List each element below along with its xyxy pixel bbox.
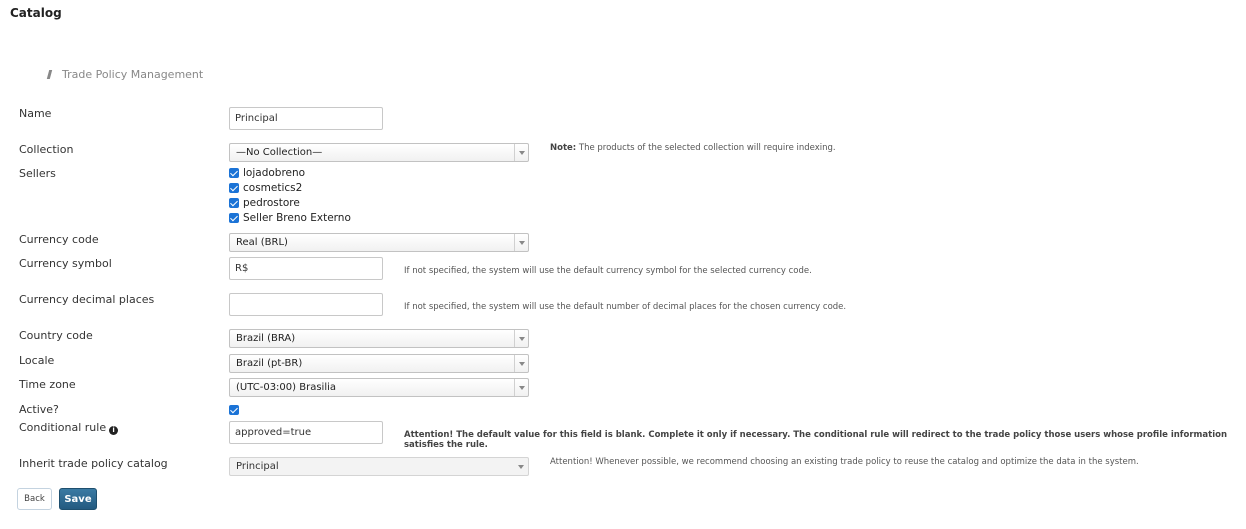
name-input[interactable] xyxy=(229,107,383,130)
info-icon[interactable]: i xyxy=(109,426,118,435)
inherit-catalog-select[interactable] xyxy=(229,457,529,476)
seller-item[interactable] xyxy=(229,182,302,194)
collection-note xyxy=(550,143,836,153)
active-label: Active? xyxy=(19,403,59,416)
chevron-down-icon xyxy=(514,234,528,251)
seller-checkbox[interactable] xyxy=(229,198,239,208)
chevron-down-icon xyxy=(514,458,528,475)
seller-checkbox[interactable] xyxy=(229,183,239,193)
seller-item[interactable] xyxy=(229,167,305,179)
currency-decimal-input[interactable] xyxy=(229,293,383,316)
currency-code-select[interactable] xyxy=(229,233,529,252)
seller-item[interactable] xyxy=(229,197,300,209)
collection-select[interactable] xyxy=(229,143,529,162)
country-code-label: Country code xyxy=(19,329,93,342)
time-zone-selected: (UTC-03:00) Brasilia xyxy=(236,382,337,393)
seller-checkbox[interactable] xyxy=(229,213,239,223)
chevron-down-icon xyxy=(514,330,528,347)
currency-symbol-hint: If not specified, the system will use the default currency symbol for the selected currency code. xyxy=(404,266,812,276)
seller-label: pedrostore xyxy=(243,197,300,209)
conditional-rule-label: Conditional rule xyxy=(19,421,107,434)
conditional-rule-label-wrap xyxy=(19,421,118,435)
collection-note-text: The products of the selected collection will require indexing. xyxy=(576,143,836,153)
currency-decimal-label: Currency decimal places xyxy=(19,293,155,306)
chevron-down-icon xyxy=(514,355,528,372)
collection-note-bold: Note: xyxy=(550,143,577,153)
currency-symbol-label: Currency symbol xyxy=(19,257,112,270)
breadcrumb xyxy=(48,68,203,81)
back-button[interactable]: Back xyxy=(17,488,52,510)
save-button[interactable]: Save xyxy=(59,488,97,510)
breadcrumb-separator xyxy=(47,70,52,79)
seller-label: lojadobreno xyxy=(243,167,306,179)
time-zone-label: Time zone xyxy=(19,378,76,391)
locale-select[interactable] xyxy=(229,354,529,373)
name-label: Name xyxy=(19,107,52,120)
inherit-catalog-label: Inherit trade policy catalog xyxy=(19,457,168,470)
currency-code-selected: Real (BRL) xyxy=(236,237,288,248)
conditional-rule-input[interactable] xyxy=(229,421,383,444)
country-code-select[interactable] xyxy=(229,329,529,348)
conditional-rule-attention: Attention! The default value for this field is blank. Complete it only if necessary. The conditional rule will redirect to the trade policy those users whose profile information satisfies the rule. xyxy=(404,430,1227,450)
inherit-catalog-attention: Attention! Whenever possible, we recommend choosing an existing trade policy to reuse the catalog and optimize the data in the system. xyxy=(550,457,1139,467)
seller-label: cosmetics2 xyxy=(243,182,303,194)
locale-label: Locale xyxy=(19,354,55,367)
currency-decimal-hint: If not specified, the system will use the default number of decimal places for the chosen currency code. xyxy=(404,302,847,312)
seller-label: Seller Breno Externo xyxy=(243,212,351,224)
chevron-down-icon xyxy=(514,379,528,396)
seller-item[interactable] xyxy=(229,212,351,224)
inherit-catalog-selected: Principal xyxy=(236,461,279,472)
currency-symbol-input[interactable] xyxy=(229,257,383,280)
app-title: Catalog xyxy=(10,6,62,20)
collection-selected: —No Collection— xyxy=(236,147,323,158)
currency-code-label: Currency code xyxy=(19,233,99,246)
locale-selected: Brazil (pt-BR) xyxy=(236,358,303,369)
collection-label: Collection xyxy=(19,143,74,156)
breadcrumb-current: Trade Policy Management xyxy=(62,68,204,81)
sellers-label: Sellers xyxy=(19,167,56,180)
chevron-down-icon xyxy=(514,144,528,161)
country-code-selected: Brazil (BRA) xyxy=(236,333,296,344)
active-checkbox[interactable] xyxy=(229,405,239,415)
seller-checkbox[interactable] xyxy=(229,168,239,178)
time-zone-select[interactable] xyxy=(229,378,529,397)
